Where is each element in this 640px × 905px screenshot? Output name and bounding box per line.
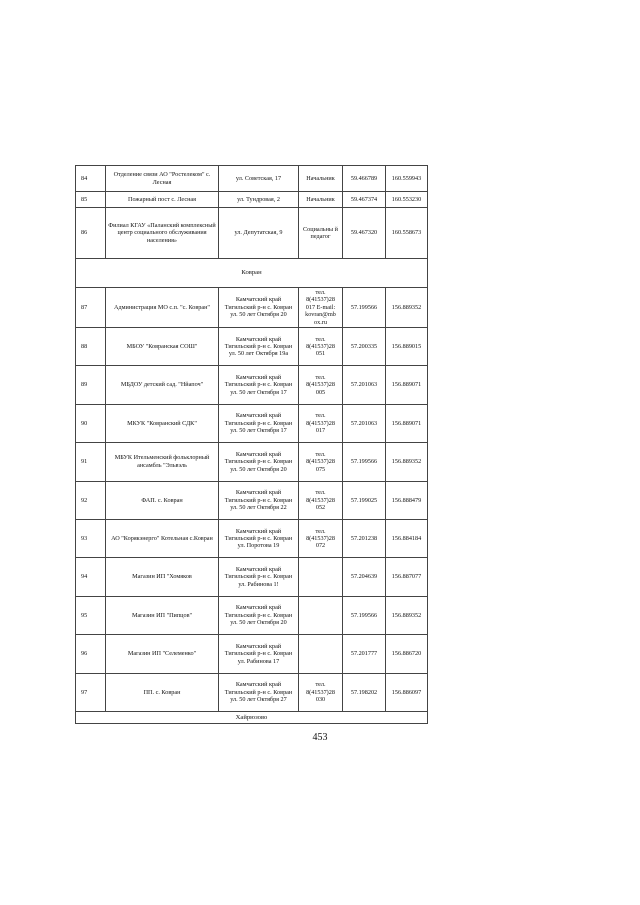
longitude: 156.889352	[386, 443, 428, 481]
facility-address: Камчатский край Тигильский р-н с. Ковран ул. 50 лет Октября 19а	[219, 328, 299, 366]
latitude: 57.199566	[343, 443, 386, 481]
facility-name: Администрация МО с.п. "с. Ковран"	[106, 288, 219, 328]
facility-address: ул. Депутатская, 9	[219, 208, 299, 259]
table-body-kovran	[76, 288, 428, 712]
facility-name: МБОУ "Ковранская СОШ"	[106, 328, 219, 366]
facility-contact: тел. 8(41537)28 075	[299, 443, 343, 481]
row-number: 84	[76, 166, 106, 192]
table-row	[76, 328, 428, 366]
longitude: 156.889015	[386, 328, 428, 366]
longitude: 156.886097	[386, 673, 428, 711]
table-row	[76, 208, 428, 259]
facility-name: АО "Корякэнерго" Котельная с.Ковран	[106, 519, 219, 557]
facility-contact: тел. 8(41537)28 017	[299, 404, 343, 442]
longitude: 156.887077	[386, 558, 428, 596]
table-row	[76, 519, 428, 557]
facility-contact	[299, 558, 343, 596]
table-row	[76, 596, 428, 634]
longitude: 156.886720	[386, 635, 428, 673]
facility-contact: Начальник	[299, 192, 343, 208]
row-number: 88	[76, 328, 106, 366]
table-row	[76, 635, 428, 673]
facility-name: Отделение связи АО "Ростелеком" с. Лесная	[106, 166, 219, 192]
latitude: 57.201063	[343, 404, 386, 442]
facility-contact: тел. 8(41537)28 052	[299, 481, 343, 519]
table-row	[76, 192, 428, 208]
facility-address: Камчатский край Тигильский р-н с. Ковран ул. 50 лет Октября 17	[219, 366, 299, 404]
table-row	[76, 481, 428, 519]
row-number: 86	[76, 208, 106, 259]
longitude: 156.889071	[386, 404, 428, 442]
longitude: 156.884184	[386, 519, 428, 557]
row-number: 93	[76, 519, 106, 557]
facility-address: Камчатский край Тигильский р-н с. Ковран ул. 50 лет Октября 22	[219, 481, 299, 519]
table-row	[76, 366, 428, 404]
table-row	[76, 673, 428, 711]
facility-name: МКУК "Ковранский СДК"	[106, 404, 219, 442]
facility-name: Пожарный пост с. Лесная	[106, 192, 219, 208]
row-number: 95	[76, 596, 106, 634]
facility-contact: тел. 8(41537)28 005	[299, 366, 343, 404]
longitude: 156.889352	[386, 596, 428, 634]
facility-contact: тел. 8(41537)28 051	[299, 328, 343, 366]
facility-name: МБУК Ительменский фольклорный ансамбль "Эльвэль	[106, 443, 219, 481]
table-row	[76, 404, 428, 442]
table-row	[76, 166, 428, 192]
facility-address: ул. Тундровая, 2	[219, 192, 299, 208]
latitude: 57.204639	[343, 558, 386, 596]
latitude: 57.199566	[343, 596, 386, 634]
latitude: 57.198202	[343, 673, 386, 711]
longitude: 156.889071	[386, 366, 428, 404]
facility-contact	[299, 635, 343, 673]
facility-contact: тел. 8(41537)28 017 E-mail: kovran@mb ox.ru	[299, 288, 343, 328]
row-number: 94	[76, 558, 106, 596]
section-header-row	[76, 711, 428, 723]
page-number: 453	[312, 732, 328, 743]
row-number: 96	[76, 635, 106, 673]
row-number: 92	[76, 481, 106, 519]
facility-address: ул. Советская, 17	[219, 166, 299, 192]
latitude: 57.200335	[343, 328, 386, 366]
facility-name: Филиал КГАУ «Паланский комплексный центр социального обслуживания населения»	[106, 208, 219, 259]
section-header-row	[76, 259, 428, 288]
facility-address: Камчатский край Тигильский р-н с. Ковран ул. Поротова 19	[219, 519, 299, 557]
facility-address: Камчатский край Тигильский р-н с. Ковран ул. Рабинова 1!	[219, 558, 299, 596]
facility-name: Магазин ИП "Селеменко"	[106, 635, 219, 673]
table-body-top	[76, 166, 428, 288]
facility-contact: Начальник	[299, 166, 343, 192]
row-number: 97	[76, 673, 106, 711]
facility-address: Камчатский край Тигильский р-н с. Ковран ул. Рабинова 17	[219, 635, 299, 673]
section-title-next: Хайрюзово	[76, 711, 428, 723]
row-number: 89	[76, 366, 106, 404]
facility-name: Магазин ИП "Пипцов"	[106, 596, 219, 634]
longitude: 156.889352	[386, 288, 428, 328]
facility-contact: тел. 8(41537)28 030	[299, 673, 343, 711]
facility-name: ФАП. с. Ковран	[106, 481, 219, 519]
latitude: 59.467320	[343, 208, 386, 259]
latitude: 57.201063	[343, 366, 386, 404]
longitude: 160.558673	[386, 208, 428, 259]
latitude: 57.201238	[343, 519, 386, 557]
facility-name: Магазин ИП "Хомяков	[106, 558, 219, 596]
latitude: 59.466789	[343, 166, 386, 192]
latitude: 59.467374	[343, 192, 386, 208]
longitude: 156.888479	[386, 481, 428, 519]
row-number: 85	[76, 192, 106, 208]
table-row	[76, 558, 428, 596]
row-number: 87	[76, 288, 106, 328]
section-title-kovran: Ковран	[76, 259, 428, 288]
facilities-table	[75, 165, 428, 724]
table-row	[76, 443, 428, 481]
longitude: 160.559943	[386, 166, 428, 192]
row-number: 91	[76, 443, 106, 481]
latitude: 57.199025	[343, 481, 386, 519]
latitude: 57.201777	[343, 635, 386, 673]
table-body-bottom	[76, 711, 428, 723]
facility-contact	[299, 596, 343, 634]
latitude: 57.199566	[343, 288, 386, 328]
facility-contact: тел. 8(41537)28 072	[299, 519, 343, 557]
facility-name: МБДОУ детский сад. "Нйапоч"	[106, 366, 219, 404]
facility-address: Камчатский край Тигильский р-н с. Ковран ул. 50 лет Октября 17	[219, 404, 299, 442]
facility-contact: Социальны й педагог	[299, 208, 343, 259]
facility-address: Камчатский край Тигильский р-н с. Ковран ул. 50 лет Октября 20	[219, 443, 299, 481]
facility-address: Камчатский край Тигильский р-н с. Ковран ул. 50 лет Октября 20	[219, 596, 299, 634]
facility-name: ПП. с. Ковран	[106, 673, 219, 711]
facility-address: Камчатский край Тигильский р-н с. Ковран ул. 50 лет Октября 27	[219, 673, 299, 711]
longitude: 160.553230	[386, 192, 428, 208]
facility-address: Камчатский край Тигильский р-н с. Ковран ул. 50 лет Октября 20	[219, 288, 299, 328]
table-row	[76, 288, 428, 328]
row-number: 90	[76, 404, 106, 442]
